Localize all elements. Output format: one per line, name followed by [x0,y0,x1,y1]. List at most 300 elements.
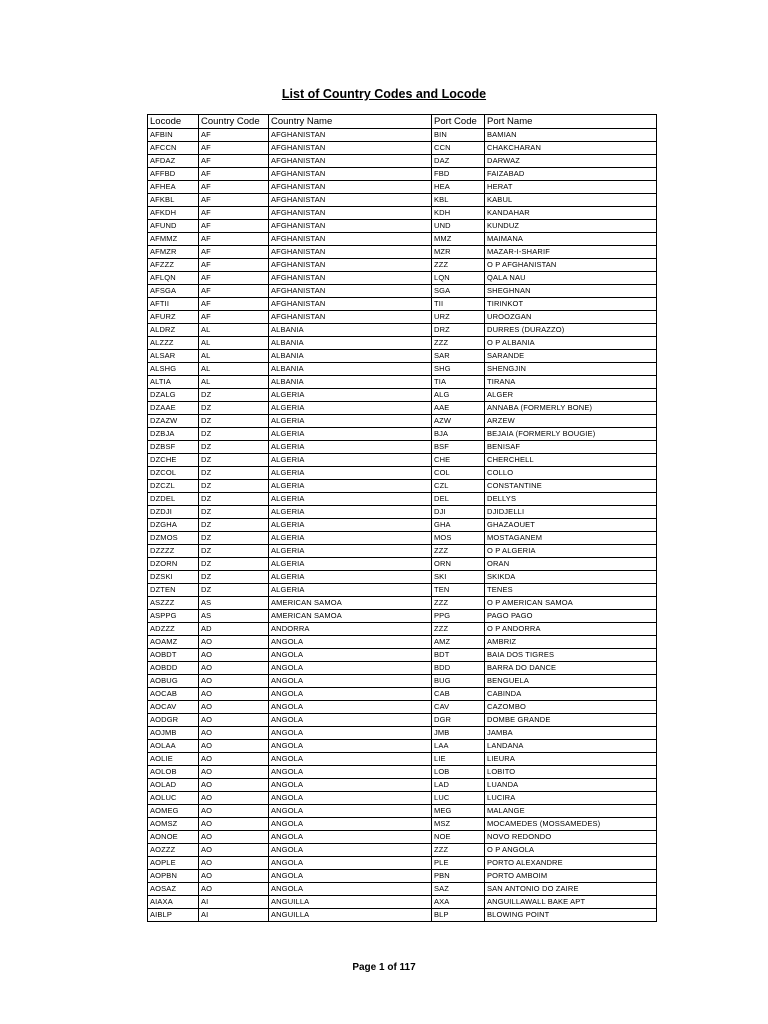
table-row [148,363,657,376]
cell-port-name: BAIA DOS TIGRES [485,649,657,662]
cell-locode: DZZZZ [148,545,199,558]
cell-port-code: BJA [432,428,485,441]
table-row [148,389,657,402]
cell-locode: DZAAE [148,402,199,415]
cell-port-code: TII [432,298,485,311]
cell-locode: DZBSF [148,441,199,454]
cell-country-code: AF [199,181,269,194]
cell-locode: AFDAZ [148,155,199,168]
table-row [148,636,657,649]
cell-locode: AFBIN [148,129,199,142]
cell-port-code: MZR [432,246,485,259]
cell-country-code: AO [199,792,269,805]
cell-locode: ADZZZ [148,623,199,636]
cell-port-code: CCN [432,142,485,155]
cell-port-name: FAIZABAD [485,168,657,181]
table-row [148,142,657,155]
cell-port-code: AMZ [432,636,485,649]
header-country-name: Country Name [269,115,432,129]
cell-country-name: ANGOLA [269,675,432,688]
cell-country-code: AF [199,155,269,168]
cell-country-code: AO [199,727,269,740]
cell-country-code: AO [199,766,269,779]
cell-country-name: ANGOLA [269,779,432,792]
cell-country-code: AS [199,610,269,623]
cell-locode: AFKDH [148,207,199,220]
cell-port-name: BENISAF [485,441,657,454]
cell-port-code: URZ [432,311,485,324]
cell-port-name: COLLO [485,467,657,480]
cell-locode: AOPBN [148,870,199,883]
cell-country-code: AF [199,272,269,285]
cell-port-name: PORTO AMBOIM [485,870,657,883]
cell-locode: AFKBL [148,194,199,207]
cell-country-name: ANGOLA [269,740,432,753]
cell-country-name: AMERICAN SAMOA [269,610,432,623]
cell-country-code: AO [199,662,269,675]
cell-country-code: AO [199,831,269,844]
cell-port-code: NOE [432,831,485,844]
cell-port-name: CHAKCHARAN [485,142,657,155]
cell-country-name: ALBANIA [269,337,432,350]
cell-country-name: ANGOLA [269,766,432,779]
cell-country-name: ANGOLA [269,688,432,701]
table-row [148,857,657,870]
cell-locode: ALTIA [148,376,199,389]
cell-country-name: ALGERIA [269,467,432,480]
table-row [148,415,657,428]
table-row [148,168,657,181]
cell-port-name: KABUL [485,194,657,207]
cell-country-name: ANGOLA [269,831,432,844]
cell-country-name: AFGHANISTAN [269,233,432,246]
cell-locode: ALSHG [148,363,199,376]
cell-locode: AOMSZ [148,818,199,831]
table-row [148,285,657,298]
cell-port-name: O P ALBANIA [485,337,657,350]
cell-country-name: AMERICAN SAMOA [269,597,432,610]
table-row [148,727,657,740]
cell-port-name: BARRA DO DANCE [485,662,657,675]
cell-port-name: LOBITO [485,766,657,779]
cell-country-code: AF [199,220,269,233]
table-row [148,519,657,532]
table-row [148,688,657,701]
cell-country-code: AL [199,376,269,389]
country-codes-table [147,114,657,922]
cell-port-code: KBL [432,194,485,207]
table-row [148,545,657,558]
cell-port-name: O P ALGERIA [485,545,657,558]
cell-country-code: AO [199,636,269,649]
cell-port-name: ALGER [485,389,657,402]
cell-locode: AOAMZ [148,636,199,649]
cell-port-name: LANDANA [485,740,657,753]
cell-locode: AOBDD [148,662,199,675]
cell-country-code: AF [199,194,269,207]
cell-locode: AIBLP [148,909,199,922]
cell-country-name: AFGHANISTAN [269,311,432,324]
cell-port-code: ZZZ [432,597,485,610]
cell-country-code: AO [199,701,269,714]
cell-port-name: UROOZGAN [485,311,657,324]
cell-port-code: HEA [432,181,485,194]
cell-country-code: AS [199,597,269,610]
table-row [148,675,657,688]
cell-country-code: DZ [199,480,269,493]
cell-country-code: AF [199,246,269,259]
cell-port-code: ALG [432,389,485,402]
cell-locode: DZALG [148,389,199,402]
table-row [148,181,657,194]
table-row [148,506,657,519]
cell-locode: AOBDT [148,649,199,662]
cell-port-name: DELLYS [485,493,657,506]
cell-port-name: TIRANA [485,376,657,389]
table-row [148,194,657,207]
table-row [148,493,657,506]
cell-country-code: AF [199,311,269,324]
table-row [148,350,657,363]
header-port-code: Port Code [432,115,485,129]
cell-country-code: AO [199,688,269,701]
cell-country-code: DZ [199,519,269,532]
cell-port-code: ZZZ [432,259,485,272]
cell-port-name: KUNDUZ [485,220,657,233]
cell-port-name: ANGUILLAWALL BAKE APT [485,896,657,909]
table-row [148,259,657,272]
table-row [148,324,657,337]
cell-port-name: KANDAHAR [485,207,657,220]
cell-country-name: ANGOLA [269,844,432,857]
cell-locode: DZTEN [148,584,199,597]
table-row [148,467,657,480]
cell-country-name: ANGOLA [269,883,432,896]
cell-country-name: ANGUILLA [269,909,432,922]
cell-country-name: AFGHANISTAN [269,194,432,207]
cell-locode: ALSAR [148,350,199,363]
cell-port-name: SARANDE [485,350,657,363]
cell-port-code: UND [432,220,485,233]
cell-port-code: MEG [432,805,485,818]
cell-locode: AOLAA [148,740,199,753]
cell-country-code: AO [199,753,269,766]
table-row [148,714,657,727]
table-row [148,610,657,623]
cell-port-name: BEJAIA (FORMERLY BOUGIE) [485,428,657,441]
cell-port-code: CHE [432,454,485,467]
table-row [148,571,657,584]
cell-country-code: DZ [199,506,269,519]
cell-locode: AFCCN [148,142,199,155]
cell-port-name: GHAZAOUET [485,519,657,532]
cell-country-code: AL [199,337,269,350]
cell-locode: AOLIE [148,753,199,766]
cell-port-code: SAR [432,350,485,363]
cell-port-name: CONSTANTINE [485,480,657,493]
table-row [148,649,657,662]
cell-port-code: DAZ [432,155,485,168]
cell-country-name: ANGOLA [269,727,432,740]
cell-port-code: JMB [432,727,485,740]
cell-port-name: NOVO REDONDO [485,831,657,844]
cell-country-name: AFGHANISTAN [269,272,432,285]
cell-country-code: DZ [199,415,269,428]
cell-country-code: DZ [199,545,269,558]
table-row [148,402,657,415]
cell-port-code: CAB [432,688,485,701]
cell-port-code: GHA [432,519,485,532]
table-row [148,129,657,142]
table-row [148,597,657,610]
table-row [148,792,657,805]
cell-locode: AOMEG [148,805,199,818]
cell-country-code: AF [199,298,269,311]
cell-locode: AOSAZ [148,883,199,896]
cell-locode: AFURZ [148,311,199,324]
cell-port-code: BSF [432,441,485,454]
cell-port-code: SGA [432,285,485,298]
cell-locode: DZDEL [148,493,199,506]
table-row [148,818,657,831]
header-country-code: Country Code [199,115,269,129]
cell-locode: AFHEA [148,181,199,194]
table-row [148,311,657,324]
cell-country-code: AL [199,363,269,376]
cell-port-name: QALA NAU [485,272,657,285]
cell-country-code: AO [199,870,269,883]
cell-port-name: O P AMERICAN SAMOA [485,597,657,610]
cell-port-code: DJI [432,506,485,519]
cell-country-name: AFGHANISTAN [269,207,432,220]
cell-locode: AOPLE [148,857,199,870]
cell-country-code: AF [199,129,269,142]
table-header-row [148,115,657,129]
cell-locode: DZAZW [148,415,199,428]
cell-port-code: PBN [432,870,485,883]
table-row [148,480,657,493]
table-row [148,207,657,220]
table-row [148,753,657,766]
cell-country-code: AO [199,740,269,753]
table-row [148,246,657,259]
table-row [148,909,657,922]
cell-port-code: MMZ [432,233,485,246]
cell-country-code: AI [199,909,269,922]
cell-port-name: MOSTAGANEM [485,532,657,545]
cell-port-code: ORN [432,558,485,571]
cell-port-code: AAE [432,402,485,415]
cell-port-name: ARZEW [485,415,657,428]
cell-country-name: ALBANIA [269,324,432,337]
cell-port-name: MALANGE [485,805,657,818]
cell-country-name: AFGHANISTAN [269,129,432,142]
cell-locode: AFMMZ [148,233,199,246]
cell-port-name: DJIDJELLI [485,506,657,519]
cell-country-code: AO [199,844,269,857]
table-row [148,337,657,350]
cell-port-name: LUANDA [485,779,657,792]
cell-country-name: ANGOLA [269,792,432,805]
cell-country-code: DZ [199,532,269,545]
cell-port-name: O P ANGOLA [485,844,657,857]
table-row [148,220,657,233]
cell-locode: DZCOL [148,467,199,480]
cell-port-code: LAD [432,779,485,792]
cell-locode: DZMOS [148,532,199,545]
cell-country-name: ALGERIA [269,493,432,506]
cell-country-code: AO [199,818,269,831]
cell-locode: DZDJI [148,506,199,519]
header-locode: Locode [148,115,199,129]
cell-port-code: KDH [432,207,485,220]
cell-port-name: CAZOMBO [485,701,657,714]
cell-port-code: BUG [432,675,485,688]
cell-port-code: TEN [432,584,485,597]
cell-country-name: ALBANIA [269,376,432,389]
cell-port-code: LQN [432,272,485,285]
cell-country-name: AFGHANISTAN [269,168,432,181]
cell-country-code: AF [199,207,269,220]
cell-port-code: AXA [432,896,485,909]
document-title: List of Country Codes and Locode [281,87,487,101]
table-row [148,272,657,285]
cell-port-code: MOS [432,532,485,545]
cell-country-name: ALGERIA [269,480,432,493]
cell-country-name: ALGERIA [269,584,432,597]
cell-port-name: DURRES (DURAZZO) [485,324,657,337]
cell-port-code: COL [432,467,485,480]
table-row [148,584,657,597]
cell-country-code: AF [199,259,269,272]
table-row [148,701,657,714]
cell-country-code: AF [199,233,269,246]
cell-port-name: MAIMANA [485,233,657,246]
cell-country-code: DZ [199,402,269,415]
cell-country-name: ALGERIA [269,519,432,532]
cell-port-code: BDD [432,662,485,675]
cell-port-code: DGR [432,714,485,727]
cell-country-name: ALGERIA [269,571,432,584]
cell-country-code: AF [199,142,269,155]
cell-locode: AOLOB [148,766,199,779]
cell-locode: AOCAB [148,688,199,701]
cell-country-code: DZ [199,493,269,506]
cell-locode: AFZZZ [148,259,199,272]
cell-country-code: AO [199,649,269,662]
cell-port-name: SHEGHNAN [485,285,657,298]
cell-country-name: ANGOLA [269,753,432,766]
cell-port-name: PORTO ALEXANDRE [485,857,657,870]
cell-country-code: AF [199,168,269,181]
cell-country-name: ALBANIA [269,350,432,363]
cell-locode: DZBJA [148,428,199,441]
cell-port-name: SAN ANTONIO DO ZAIRE [485,883,657,896]
cell-country-name: AFGHANISTAN [269,285,432,298]
cell-locode: AODGR [148,714,199,727]
cell-port-name: CABINDA [485,688,657,701]
cell-locode: ALZZZ [148,337,199,350]
cell-port-code: CZL [432,480,485,493]
cell-country-name: ANGOLA [269,857,432,870]
cell-locode: DZSKI [148,571,199,584]
cell-country-code: AL [199,350,269,363]
cell-country-name: AFGHANISTAN [269,298,432,311]
cell-port-code: CAV [432,701,485,714]
cell-port-name: DOMBE GRANDE [485,714,657,727]
cell-locode: AFFBD [148,168,199,181]
table-row [148,896,657,909]
cell-country-name: ANDORRA [269,623,432,636]
cell-country-name: ANGUILLA [269,896,432,909]
cell-locode: AIAXA [148,896,199,909]
cell-country-code: AO [199,883,269,896]
cell-port-code: BLP [432,909,485,922]
cell-locode: DZCZL [148,480,199,493]
table-row [148,870,657,883]
cell-country-code: AO [199,675,269,688]
table-row [148,740,657,753]
table-row [148,766,657,779]
cell-country-name: ANGOLA [269,870,432,883]
cell-locode: AOBUG [148,675,199,688]
cell-port-code: BIN [432,129,485,142]
cell-port-code: DEL [432,493,485,506]
cell-port-name: TENES [485,584,657,597]
cell-port-code: SAZ [432,883,485,896]
table-row [148,558,657,571]
cell-locode: ASPPG [148,610,199,623]
cell-port-name: PAGO PAGO [485,610,657,623]
cell-locode: ASZZZ [148,597,199,610]
cell-port-name: TIRINKOT [485,298,657,311]
cell-port-code: LOB [432,766,485,779]
cell-country-code: DZ [199,441,269,454]
cell-country-code: DZ [199,389,269,402]
cell-country-name: ANGOLA [269,662,432,675]
table-row [148,298,657,311]
cell-country-name: ANGOLA [269,649,432,662]
table-row [148,428,657,441]
cell-country-code: AD [199,623,269,636]
cell-country-name: AFGHANISTAN [269,259,432,272]
cell-country-name: ALGERIA [269,454,432,467]
cell-locode: AOJMB [148,727,199,740]
cell-port-name: MOCAMEDES (MOSSAMEDES) [485,818,657,831]
cell-port-code: ZZZ [432,623,485,636]
cell-port-name: O P AFGHANISTAN [485,259,657,272]
cell-country-code: AO [199,779,269,792]
cell-port-name: CHERCHELL [485,454,657,467]
cell-country-name: ALGERIA [269,415,432,428]
cell-port-name: JAMBA [485,727,657,740]
cell-port-code: PPG [432,610,485,623]
cell-country-name: AFGHANISTAN [269,155,432,168]
cell-port-code: FBD [432,168,485,181]
cell-port-name: O P ANDORRA [485,623,657,636]
cell-port-name: MAZAR-I-SHARIF [485,246,657,259]
table-body [148,129,657,922]
table-row [148,233,657,246]
cell-country-code: DZ [199,558,269,571]
cell-port-code: DRZ [432,324,485,337]
cell-country-code: DZ [199,467,269,480]
cell-country-name: ALGERIA [269,402,432,415]
cell-port-code: AZW [432,415,485,428]
cell-country-code: AF [199,285,269,298]
cell-port-name: AMBRIZ [485,636,657,649]
header-port-name: Port Name [485,115,657,129]
